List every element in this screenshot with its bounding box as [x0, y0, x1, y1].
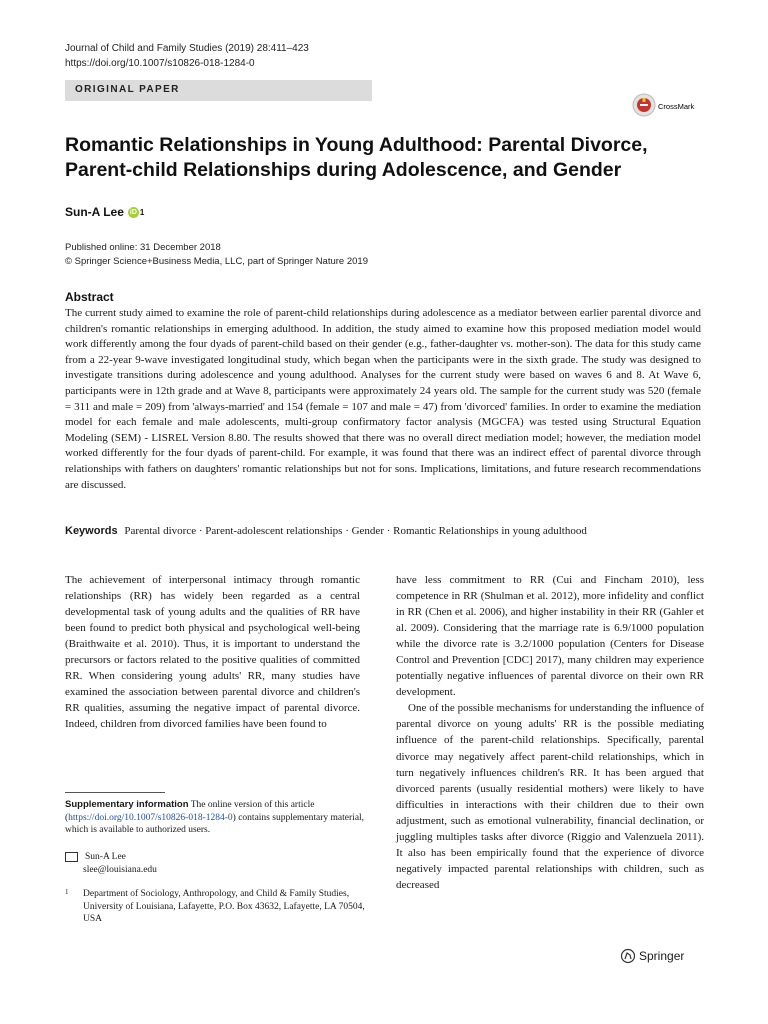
keyword-item: Romantic Relationships in young adulthood: [393, 525, 587, 537]
crossmark-icon: [632, 92, 712, 118]
supp-text: The online version of this article (: [65, 800, 315, 823]
publisher-logo: [620, 948, 684, 964]
author-line: [65, 205, 144, 219]
body-left-column: [65, 572, 360, 732]
springer-horse-icon: [620, 948, 636, 964]
keyword-item: Parental divorce: [124, 525, 197, 537]
article-title: Romantic Relationships in Young Adulthood: Parental Divorce, Parent-child Relationships during Adolescence, and Gender: [65, 134, 648, 181]
affiliation-note: [65, 888, 365, 926]
copyright-line: © Springer Science+Business Media, LLC, part of Springer Nature 2019: [65, 256, 368, 267]
body-right-column: [396, 572, 704, 893]
keywords-line: [65, 525, 705, 537]
supp-link[interactable]: https://doi.org/10.1007/s10826-018-1284-0: [68, 812, 233, 823]
abstract-text: The current study aimed to examine the role of parent-child relationships during adolescence as a mediator between earlier parental divorce and children's romantic relationships in emerging adulthood. In addition, the study aimed to examine how this proposed mediation model would work differently among the four dyads of parent-child based on their gender (e.g., father-daughter vs. mother-son). The data for this study came from a 22-year 9-wave investigated longitudinal study, which began when the participants were in the sixth grade. The study was designed to investigate transitions during adolescence and young adulthood. Analyses for the current study were based on waves 6 and 8. At Wave 6, participants were in 12th grade and at Wave 8, participants were approximately 24 years old. The sample for the current study was 520 (female = 311 and male = 209) from 'always-married' and 154 (female = 107 and male = 47) from 'divorced' families. In order to examine the mediation model for each female and male adolescents, multi-group confirmatory factor analysis (MGCFA) was tested using Structural Equation Modeling (SEM) - LISREL Version 8.80. The results showed that there was no overall direct mediation model; however, the mediation model worked differently for the four dyads of parent-child. For example, it was found that there was an indirect effect of parental divorce through relationships with fathers on daughters' romantic relationships but not for sons. Implications, limitations, and future research recommendations are discussed.: [65, 307, 701, 491]
supplementary-note: [65, 799, 365, 837]
contact-email[interactable]: slee@louisiana.edu: [83, 864, 157, 875]
doi-link[interactable]: https://doi.org/10.1007/s10826-018-1284-0: [65, 58, 255, 69]
contact-name: Sun-A Lee: [85, 852, 126, 862]
author-name[interactable]: Sun-A Lee: [65, 205, 124, 219]
author-affil-mark: 1: [139, 207, 145, 217]
keyword-separator: ·: [386, 525, 394, 537]
section-label: ORIGINAL PAPER: [75, 84, 180, 95]
keyword-item: Gender: [351, 525, 384, 537]
crossmark-badge[interactable]: [632, 92, 712, 118]
abstract-heading: Abstract: [65, 290, 114, 304]
keyword-separator: ·: [198, 525, 206, 537]
keyword-separator: ·: [345, 525, 352, 537]
keywords-label: Keywords: [65, 525, 118, 537]
envelope-icon: [65, 852, 78, 862]
supp-text-end: ) contains supplementary material, which is available to authorized users.: [65, 812, 365, 835]
publication-info: [65, 241, 368, 269]
publisher-name: Springer: [639, 949, 685, 963]
supp-label: Supplementary information: [65, 799, 189, 810]
journal-citation: Journal of Child and Family Studies (2019) 28:411–423: [65, 43, 309, 54]
body-paragraph: have less commitment to RR (Cui and Fincham 2010), less competence in RR (Shulman et al. 2012), more infidelity and conflict in RR (Chen et al. 2006), and higher instability in their RR (Gahler et al. 2009). Considering that the marriage rate is 6.9/1000 population while the divorce rate is 3.2/1000 population (Centers for Disease Control and Prevention [CDC] 2017), many children may experience potentially negative influences of parental divorce on their own RR development.: [396, 574, 704, 699]
crossmark-label: CrossMark: [658, 102, 695, 111]
corresponding-author: [65, 851, 157, 876]
affiliation-text: Department of Sociology, Anthropology, and Child & Family Studies, University of Louisiana, Lafayette, P.O. Box 43632, Lafayette, LA 70504, USA: [83, 889, 365, 924]
body-paragraph: One of the possible mechanisms for understanding the influence of parental divorce on young adults' RR is the possible mediating influence of the parent-child relationships. Specifically, parental divorce may negatively affect parent-child relationships, which in turn negatively influences children's RR. It has been argued that divorced parents (usually residential mothers) were likely to have difficulties in interactions with their children due to their own adjustment, such as emotional vulnerability, financial declination, or juggling multiples tasks after divorce (Riggio and Valenzuela 2011). It also has been empirically found that the experience of divorce negatively impacted parental relationships with children, such as decreased: [396, 702, 704, 891]
orcid-icon[interactable]: iD: [129, 208, 137, 216]
keyword-item: Parent-adolescent relationships: [205, 525, 343, 537]
journal-header: [65, 41, 309, 71]
footnote-divider: [65, 792, 165, 793]
published-date: Published online: 31 December 2018: [65, 242, 221, 253]
affil-mark: 1: [65, 888, 69, 896]
body-paragraph: The achievement of interpersonal intimacy through romantic relationships (RR) has widely been regarded as a central developmental task of young adults and the qualities of RR have been found to predict both physical and psychological well-being (Braithwaite et al. 2010). Thus, it is important to understand the precursors or factors related to the positive qualities of committed RR. When considering young adults' RR, many studies have examined the association between parental divorce and children's RR qualities, assuming the negative impact of parental divorce. Indeed, children from divorced families have been found to: [65, 574, 360, 731]
